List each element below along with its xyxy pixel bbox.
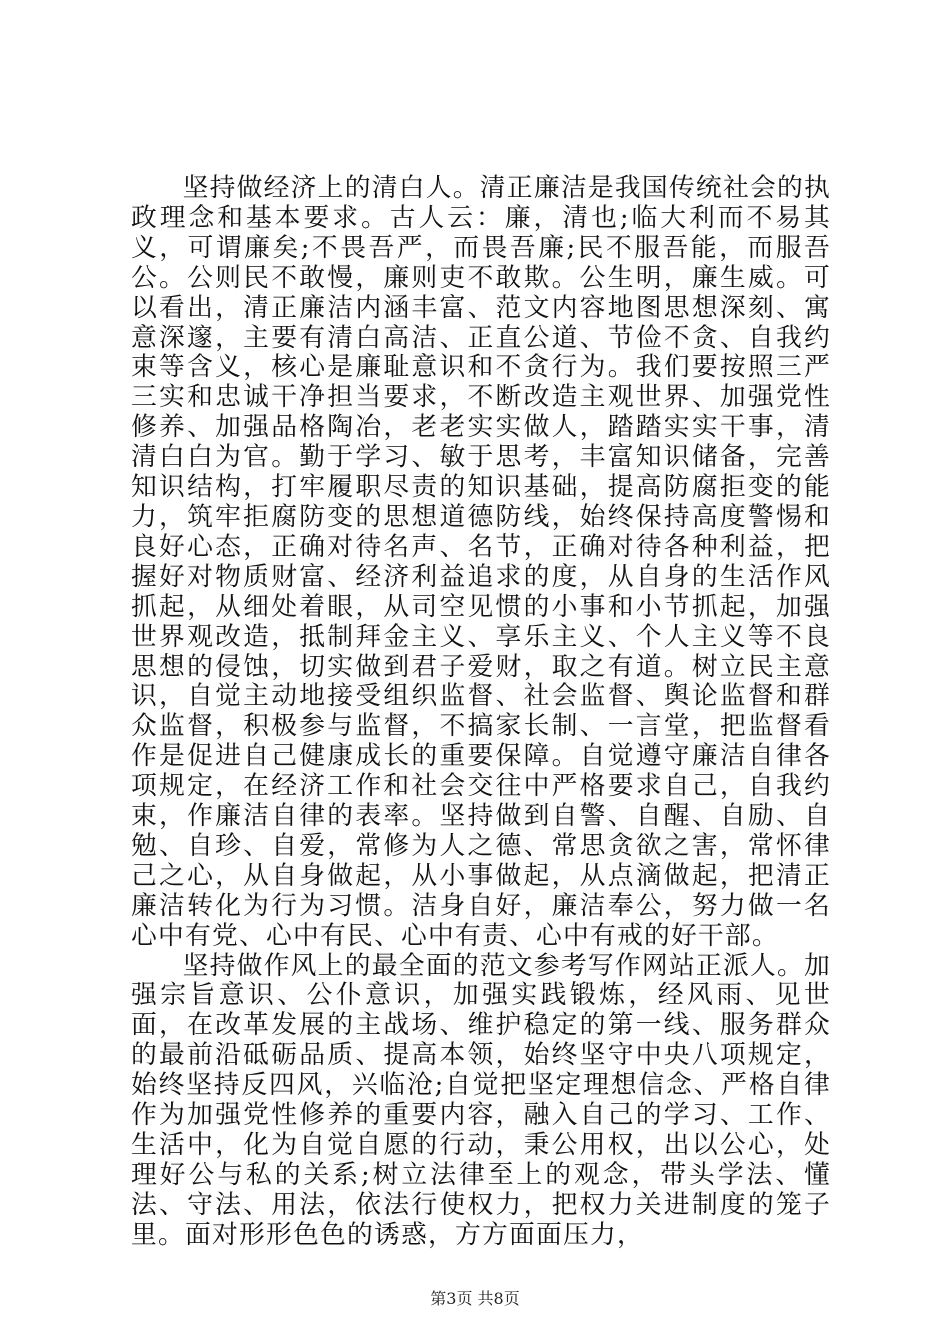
document-body — [131, 174, 831, 1251]
page-number-footer: 第3页 共8页 — [430, 1289, 520, 1308]
paragraph-economic-integrity: 坚持做经济上的清白人。清正廉洁是我国传统社会的执政理念和基本要求。古人云：廉，清也;临大利而不易其义，可谓廉矣;不畏吾严，而畏吾廉;民不服吾能，而服吾公。公则民不敢慢，廉则吏不敢欺。公生明，廉生威。可以看出，清正廉洁内涵丰富、范文内容地图思想深刻、寓意深邃，主要有清白高洁、正直公道、节俭不贪、自我约束等含义，核心是廉耻意识和不贪行为。我们要按照三严三实和忠诚干净担当要求，不断改造主观世界、加强党性修养、加强品格陶冶，老老实实做人，踏踏实实干事，清清白白为官。勤于学习、敏于思考，丰富知识储备，完善知识结构，打牢履职尽责的知识基础，提高防腐拒变的能力，筑牢拒腐防变的思想道德防线，始终保持高度警惕和良好心态，正确对待名声、名节，正确对待各种利益，把握好对物质财富、经济利益追求的度，从自身的生活作风抓起，从细处着眼，从司空见惯的小事和小节抓起，加强世界观改造，抵制拜金主义、享乐主义、个人主义等不良思想的侵蚀，切实做到君子爱财，取之有道。树立民主意识，自觉主动地接受组织监督、社会监督、舆论监督和群众监督，积极参与监督，不搞家长制、一言堂，把监督看作是促进自己健康成长的重要保障。自觉遵守廉洁自律各项规定，在经济工作和社会交往中严格要求自己，自我约束，作廉洁自律的表率。坚持做到自警、自醒、自励、自勉、自珍、自爱，常修为人之德、常思贪欲之害，常怀律己之心，从自身做起，从小事做起，从点滴做起，把清正廉洁转化为行为习惯。洁身自好，廉洁奉公，努力做一名心中有党、心中有民、心中有责、心中有戒的好干部。 — [131, 173, 831, 951]
paragraph-work-style: 坚持做作风上的最全面的范文参考写作网站正派人。加强宗旨意识、公仆意识，加强实践锻炼，经风雨、见世面，在改革发展的主战场、维护稳定的第一线、服务群众的最前沿砥砺品质、提高本领，始终坚守中央八项规定，始终坚持反四风，兴临沧;自觉把坚定理想信念、严格自律作为加强党性修养的重要内容，融入自己的学习、工作、生活中，化为自觉自愿的行动，秉公用权，出以公心，处理好公与私的关系;树立法律至上的观念，带头学法、懂法、守法、用法，依法行使权力，把权力关进制度的笼子里。面对形形色色的诱惑，方方面面压力， — [131, 950, 831, 1250]
